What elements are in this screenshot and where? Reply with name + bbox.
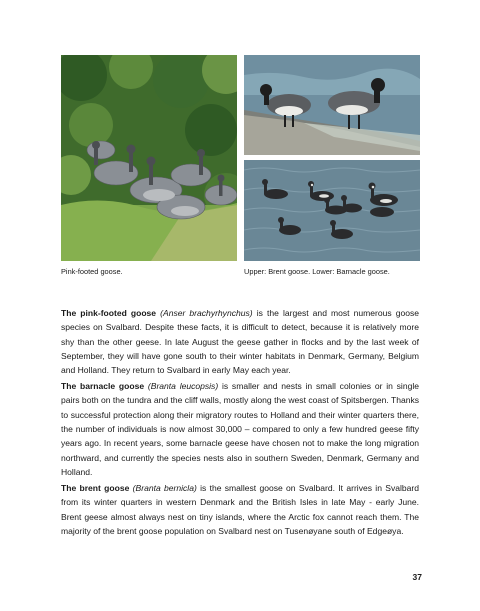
latin-name: (Branta leucopsis) [147,381,219,391]
pink-footed-goose-photo [61,55,237,261]
paragraph-lead: The barnacle goose [61,381,145,391]
paragraph-brent-goose [61,481,419,538]
latin-name: (Branta bernicla) [132,483,197,493]
paragraph-lead: The pink-footed goose [61,308,157,318]
paragraph-body: is the smallest goose on Svalbard. It arrives in Svalbard from its winter quarters in western Denmark and the British Isles in late May - early June. Brent geese almost always nest on tiny islands, where the Arctic fox cannot reach them. The majority of the brent goose population on Svalbard nest on Tusenøyane south of Edgeøya. [61,483,419,537]
page-number: 37 [412,572,422,582]
latin-name: (Anser brachyrhynchus) [160,308,253,318]
photo-caption-right: Upper: Brent goose. Lower: Barnacle goose. [244,267,390,276]
paragraph-barnacle-goose [61,379,419,479]
barnacle-goose-photo [244,160,420,261]
brent-goose-photo [244,55,420,155]
paragraph-lead: The brent goose [61,483,130,493]
paragraph-body: is the largest and most numerous goose species on Svalbard. Despite these facts, it is difficult to detect, because it is relatively more shy than the other geese. In late August the geese gather in flocks and by the last week of September, they will have gone south to their winter habitats in Denmark, Germany, Belgium and Holland. They return to Svalbard in early May each year. [61,308,420,376]
paragraph-pink-footed-goose [61,306,419,378]
paragraph-body: is smaller and nests in small colonies or in single pairs both on the tundra and the cliff walls, mostly along the west coast of Spitsbergen. Thanks to successful protection along their migratory routes to Holland and their winter quarters there, the number of individuals is now almost 30,000 – compared to only a few hundred geese fifty years ago. In recent years, some barnacle geese have chosen not to make the long migration northward, and currently the species nests also in southern Sweden, Denmark, Germany and Holland. [61,381,419,478]
photo-caption-left: Pink-footed goose. [61,267,123,276]
